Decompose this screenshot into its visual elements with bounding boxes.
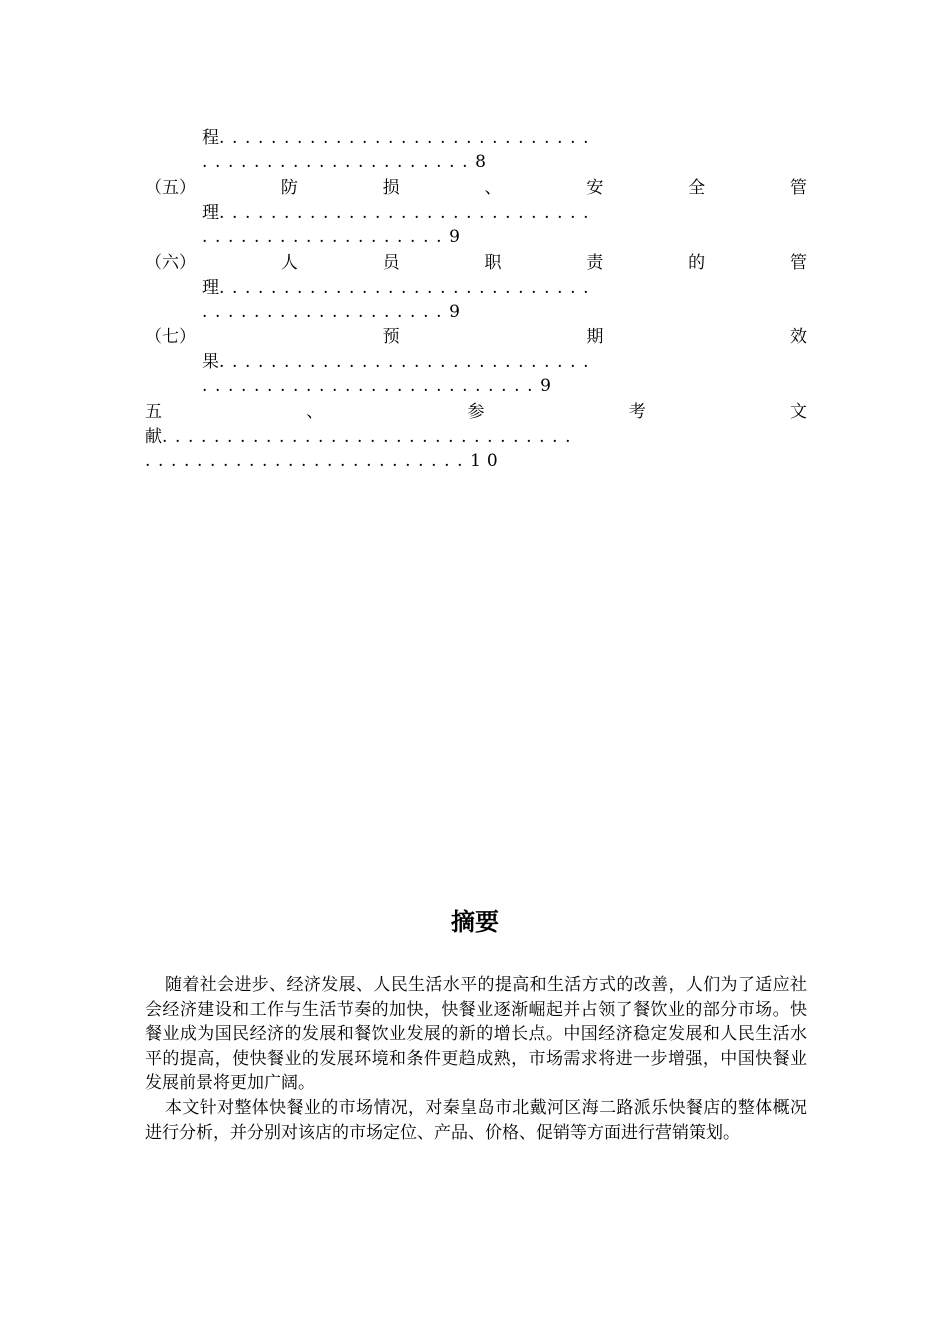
toc-entry-7-number: （七） (145, 327, 196, 347)
toc-entry-6-word: 人 (280, 253, 298, 273)
toc-page-number: 9 (449, 227, 466, 247)
toc-entry-6[interactable] (145, 251, 807, 275)
toc-entry-ref-tail: 献 (145, 427, 162, 447)
toc-leader-dots: ................... (202, 227, 450, 247)
toc-entry-5[interactable] (145, 176, 807, 200)
toc-page-number: 8 (475, 152, 492, 172)
toc-entry-5-word: 损 (382, 178, 400, 198)
toc-entry-6-word: 职 (484, 253, 502, 273)
toc-leader-dots: ................................ (162, 427, 579, 447)
toc-page-number: 9 (540, 376, 557, 396)
toc-page-number: 9 (449, 302, 466, 322)
toc-entry-6-word: 管 (789, 253, 807, 273)
toc-leader-dots: ............................. (219, 278, 597, 298)
toc-entry-5-line-3[interactable] (202, 225, 807, 249)
toc-leader-dots: ............................. (219, 352, 597, 372)
toc-entry-6-word: 员 (382, 253, 400, 273)
abstract-body (145, 973, 807, 1145)
toc-entry-5-word: 防 (280, 178, 298, 198)
toc-entry-ref-word: 参 (467, 402, 485, 422)
toc-entry-7-word: 期 (586, 327, 604, 347)
abstract-title: 摘要 (451, 908, 499, 936)
toc-entry-ref-word: 、 (306, 402, 324, 422)
toc-entry-7[interactable] (145, 325, 807, 349)
abstract-paragraph-1: 随着社会进步、经济发展、人民生活水平的提高和生活方式的改善，人们为了适应社会经济建设和工作与生活节奏的加快，快餐业逐渐崛起并占领了餐饮业的部分市场。快餐业成为国民经济的发展和餐饮业发展的新的增长点。中国经济稳定发展和人民生活水平的提高，使快餐业的发展环境和条件更趋成熟，市场需求将进一步增强，中国快餐业发展前景将更加广阔。 (145, 975, 807, 1094)
toc-entry-7-line-3[interactable] (202, 374, 807, 398)
toc-entry-4-tail: 程 (202, 128, 219, 148)
toc-leader-dots: .......................... (202, 376, 541, 396)
toc-entry-references-line-2[interactable] (145, 425, 807, 449)
abstract-paragraph-2: 本文针对整体快餐业的市场情况，对秦皇岛市北戴河区海二路派乐快餐店的整体概况进行分析，并分别对该店的市场定位、产品、价格、促销等方面进行营销策划。 (145, 1097, 807, 1143)
toc-leader-dots: ..................... (202, 152, 476, 172)
toc-entry-6-line-2[interactable] (202, 276, 807, 300)
toc-entry-7-tail: 果 (202, 352, 219, 372)
toc-entry-5-word: 管 (789, 178, 807, 198)
toc-entry-ref-word: 考 (628, 402, 646, 422)
toc-entry-5-line-2[interactable] (202, 201, 807, 225)
toc-entry-6-line-3[interactable] (202, 300, 807, 324)
toc-entry-6-word: 责 (586, 253, 604, 273)
toc-leader-dots: ............................. (219, 203, 597, 223)
toc-entry-5-word: 、 (484, 178, 502, 198)
toc-leader-dots: ............................. (219, 128, 597, 148)
toc-leader-dots: ......................... (145, 451, 471, 471)
toc-entry-7-line-2[interactable] (202, 350, 807, 374)
toc-page-number: 10 (470, 451, 504, 471)
toc-entry-5-word: 安 (586, 178, 604, 198)
toc-entry-6-tail: 理 (202, 278, 219, 298)
toc-entry-6-word: 的 (688, 253, 706, 273)
toc-leader-dots: ................... (202, 302, 450, 322)
toc-entry-references[interactable] (145, 400, 807, 424)
toc-entry-6-number: （六） (145, 253, 196, 273)
toc-entry-ref-word: 五 (145, 402, 162, 422)
toc-entry-references-line-3[interactable] (145, 449, 807, 473)
toc-entry-7-word: 效 (789, 327, 807, 347)
toc-entry-4-line-2[interactable] (202, 150, 807, 174)
toc-entry-5-word: 全 (688, 178, 706, 198)
toc-entry-4-line[interactable] (202, 126, 807, 150)
toc-entry-5-number: （五） (145, 178, 196, 198)
toc-entry-5-tail: 理 (202, 203, 219, 223)
toc-entry-ref-word: 文 (790, 402, 807, 422)
toc-entry-7-word: 预 (382, 327, 400, 347)
